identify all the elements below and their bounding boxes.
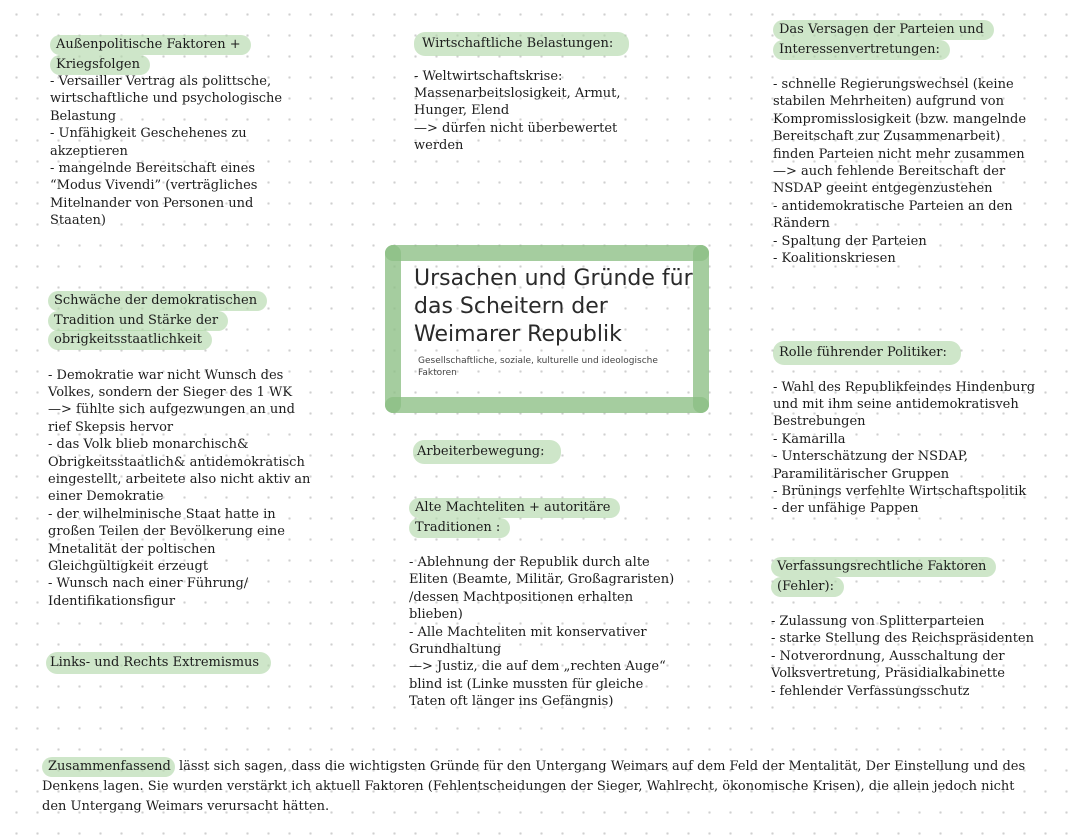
section-line: - Brünings verfehlte Wirtschaftspolitik (773, 483, 1027, 499)
section-line: - antidemokratische Parteien an den Rändern (773, 198, 1013, 232)
section-line: - Alle Machteliten mit konservativer Grundhaltung (409, 624, 647, 658)
section-line: - Wahl des Republikfeindes Hindenburg und mit ihm seine antidemokratisveh Bestrebungen (773, 379, 1036, 430)
section-line: - das Volk blieb monarchisch& Obrigkeitsstaatlich& antidemokratisch eingestellt, arbeitete also nicht aktiv an einer Demokratie (48, 437, 311, 505)
section-eliten (409, 497, 681, 711)
section-extremismus (46, 652, 296, 672)
section-line: —> dürfen nicht überbewertet werden (414, 120, 618, 154)
section-line: - Versailler Vertrag als polittsche, wirtschaftliche und psychologische Belastung (50, 74, 283, 124)
section-politiker (773, 342, 1063, 518)
section-line: - starke Stellung des Reichspräsidenten (771, 631, 1035, 647)
summary-paragraph (42, 757, 1032, 817)
section-line: - schnelle Regierungswechsel (keine stabilen Mehrheiten) aufgrund von Kompromisslosigkeit (bzw. mangelnde Bereitschaft zur Zusammenarbeit) finden Parteien nicht mehr zusammen (773, 77, 1027, 162)
summary-text: lässt sich sagen, dass die wichtigsten Gründe für den Untergang Weimars auf dem Feld der Mentalität, Der Einstellung und des Denkens lagen. Sie wurden verstärkt ich aktuell Faktoren (Fehlentscheidungen der Sieger, Wahlrecht, ökonomische Krisen), die allein jedoch nicht den Untergang Weimars verursacht hätten. (42, 759, 1026, 814)
section-line: - Zulassung von Splitterparteien (771, 614, 985, 629)
summary-lead: Zusammenfassend (42, 757, 175, 777)
section-line: - Unterschätzung der NSDAP, Paramilitärischer Gruppen (773, 449, 969, 482)
title-box-top-stroke (385, 245, 709, 261)
section-heading: Arbeiterbewegung: (413, 440, 561, 464)
section-line: - Unfähigkeit Geschehenes zu akzeptieren (50, 126, 247, 159)
section-heading: Verfassungsrechtliche Faktoren (Fehler): (771, 557, 996, 597)
section-heading: Das Versagen der Parteien und Interessenvertretungen: (773, 20, 994, 60)
section-line: - Notverordnung, Ausschaltung der Volksvertretung, Präsidialkabinette (771, 648, 1005, 682)
section-verfassung (771, 556, 1036, 700)
section-line: - Ablehnung der Republik durch alte Eliten (Beamte, Militär, Großagraristen) /dessen Machtpositionen erhalten blieben) (409, 555, 675, 623)
section-line: - der wilhelminische Staat hatte in großen Teilen der Bevölkerung eine Mnetalität der poltischen Gleichgültigkeit erzeugt (48, 506, 285, 574)
section-heading: Alte Machteliten + autoritäre Traditionen : (409, 498, 620, 538)
section-line: - Koalitionskriesen (773, 251, 896, 267)
section-line: - Demokratie war nicht Wunsch des Volkes, sondern der Sieger des 1 WK (48, 367, 293, 400)
section-line: - mangelnde Bereitschaft eines “Modus Vivendi” (verträgliches Mitelnander von Personen und Staaten) (50, 161, 258, 229)
section-line: - fehlender Verfassungsschutz (771, 683, 970, 699)
title-box-bottom-stroke (385, 397, 709, 413)
section-parteien (773, 19, 1038, 267)
section-line: - Kamarilla (773, 431, 846, 447)
section-line: —> fühlte sich aufgezwungen an und rief Skepsis hervor (48, 402, 295, 435)
section-heading: Wirtschaftliche Belastungen: (414, 32, 629, 56)
section-line: —> auch fehlende Bereitschaft der NSDAP geeint entgegenzustehen (773, 164, 1006, 197)
section-line: - Weltwirtschaftskrise: Massenarbeitslosigkeit, Armut, Hunger, Elend (414, 68, 621, 119)
section-heading: Rolle führender Politiker: (773, 341, 961, 365)
title-box-left-stroke (385, 245, 401, 413)
section-line: —> Justiz, die auf dem „rechten Auge“ blind ist (Linke mussten für gleiche Taten oft länger ins Gefängnis) (409, 659, 666, 710)
section-aussenpolitik (50, 34, 305, 230)
section-heading: Außenpolitische Faktoren + Kriegsfolgen (50, 35, 251, 75)
section-wirtschaft (414, 33, 664, 155)
page-title: Ursachen und Gründe für das Scheitern der Weimarer Republik (414, 266, 693, 347)
section-line: - Spaltung der Parteien (773, 233, 927, 249)
section-heading: Links- und Rechts Extremismus (46, 652, 271, 674)
section-arbeiter (413, 441, 613, 461)
section-line: - der unfähige Pappen (773, 501, 919, 517)
section-tradition (48, 290, 313, 610)
title-box-right-stroke (693, 245, 709, 413)
section-heading: Schwäche der demokratischen Tradition und Stärke der obrigkeitsstaatlichkeit (48, 291, 267, 350)
section-line: - Wunsch nach einer Führung/ Identifikationsfigur (48, 576, 249, 609)
page-subtitle: Gesellschaftliche, soziale, kulturelle und ideologische Faktoren (418, 356, 658, 378)
